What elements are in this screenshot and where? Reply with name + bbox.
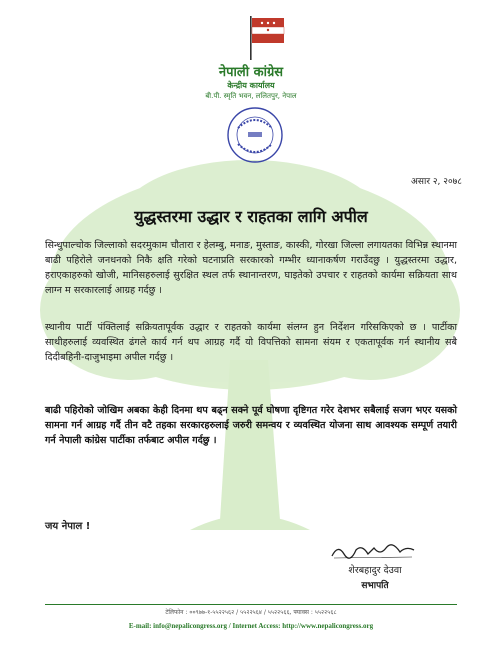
party-flag-icon (247, 14, 287, 60)
office-address: बी.पी. स्मृति भवन, ललितपुर, नेपाल (205, 92, 297, 100)
party-name: नेपाली कांग्रेस (218, 65, 284, 80)
paragraph-1: सिन्धुपाल्चोक जिल्लाको सदरमुकाम चौतारा र हेलम्बु, मनाङ, मुस्ताङ, कास्की, गोरखा जिल्ला लगायतका विभिन्न स्थानमा बाढी पहिरोले जनधनको निकै क्षति गरेको घटनाप्रति सरकारको गम्भीर ध्यानाकर्षण गराउँदछु । युद्धस्तरमा उद्धार, हराएकाहरुको खोजी, मानिसहरुलाई सुरक्षित स्थल तर्फ स्थानान्तरण, घाइतेको उपचार र राहतको कार्यमा सक्रियता साथ लाग्न म सरकारलाई आग्रह गर्दछु । (45, 240, 457, 296)
office-seal-icon (226, 106, 284, 164)
signer-title: सभापति (361, 581, 389, 591)
footer-web: E-mail: info@nepalicongress.org / Internet Access: http://www.nepalicongress.org (128, 622, 374, 630)
paragraph-3: बाढी पहिरोको जोखिम अबका केही दिनमा थप बढ्न सक्ने पूर्व घोषणा दृष्टिगत गरेर देशभर सबैलाई सजग भएर यसको सामना गर्न आग्रह गर्दै तीन वटै तहका सरकारहरुलाई जरुरी समन्वय र व्यवस्थित योजना साथ आवश्यक सम्पूर्ण तयारी गर्न नेपाली कांग्रेस पार्टीका तर्फबाट अपील गर्दछु । (45, 405, 457, 446)
letter-date: असार २, २०७८ (411, 177, 462, 187)
signer-name: शेरबहादुर देउवा (348, 565, 402, 576)
footer-contact: टेलिफोन : ००९७७-१-५५२२५६२ / ५५२२५६४ / ५५२२५६६, फ्याक्स : ५५२२५६८ (165, 609, 337, 616)
office-name: केन्द्रीय कार्यालय (227, 81, 275, 90)
paragraph-2: स्थानीय पार्टी पंक्तिलाई सक्रियतापूर्वक उद्धार र राहतको कार्यमा संलग्न हुन निर्देशन गरिसकिएको छ । पार्टीका साथीहरुलाई व्यवस्थित ढंगले कार्य गर्न थप आग्रह गर्दै यो विपत्तिको सामना संयम र एकतापूर्वक गर्न स्थानीय सबै दिदीबहिनी-दाजुभाइमा अपील गर्दछु । (45, 322, 457, 363)
signature-icon (328, 540, 418, 562)
closing-salutation: जय नेपाल ! (45, 521, 91, 532)
footer-divider (45, 604, 457, 605)
letter-title: युद्धस्तरमा उद्धार र राहतका लागि अपील (134, 207, 368, 226)
